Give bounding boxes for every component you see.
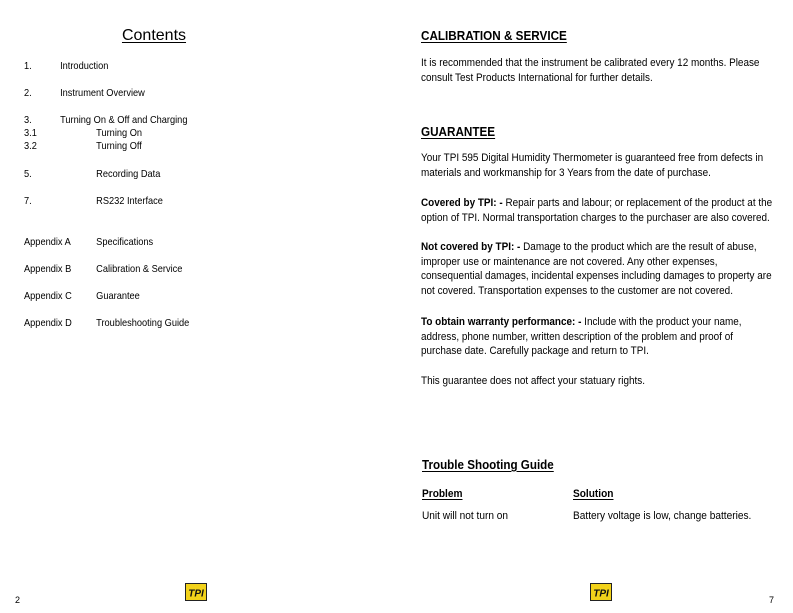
logo-text: TPI <box>593 588 609 600</box>
toc-label: Recording Data <box>96 168 161 180</box>
toc-label: RS232 Interface <box>96 195 163 207</box>
covered-label: Covered by TPI: - <box>421 197 503 209</box>
toc-number: 2. <box>24 87 32 99</box>
warranty-label: To obtain warranty performance: - <box>421 316 582 328</box>
calibration-text: It is recommended that the instrument be calibrated every 12 months. Please consult Test Products International for further details. <box>421 57 760 84</box>
toc-label: Specifications <box>96 236 154 248</box>
guarantee-heading: GUARANTEE <box>421 124 496 139</box>
toc-number: 3.2 <box>24 140 37 152</box>
toc-number: 3.1 <box>24 127 37 139</box>
covered-text: Repair parts and labour; or replacement of the product at the option of TPI. Normal transportation charges to the purchaser are also covered. <box>421 197 773 224</box>
toc-number: Appendix B <box>24 263 72 275</box>
right-page <box>396 0 793 613</box>
toc-label: Troubleshooting Guide <box>96 317 190 329</box>
logo-text: TPI <box>188 588 204 600</box>
toc-number: 1. <box>24 60 32 72</box>
left-page <box>0 0 396 613</box>
toc-label: Introduction <box>60 60 109 72</box>
toc-label: Turning On & Off and Charging <box>60 114 188 126</box>
toc-number: Appendix C <box>24 290 72 302</box>
toc-number: 3. <box>24 114 32 126</box>
not-covered-text: Damage to the product which are the result of abuse, improper use or maintenance are not covered. Any other expenses, consequential damages, incidental expenses including damages to property are not covered. Transportation expenses to the customer are not covered. <box>421 241 772 297</box>
problem-header: Problem <box>422 488 463 500</box>
toc-label: Turning Off <box>96 140 142 152</box>
toc-number: Appendix D <box>24 317 72 329</box>
statutory-note: This guarantee does not affect your statuary rights. <box>421 375 645 387</box>
toc-label: Instrument Overview <box>60 87 145 99</box>
contents-title: Contents <box>121 27 187 44</box>
toc-label: Turning On <box>96 127 143 139</box>
covered-paragraph <box>421 196 775 225</box>
calibration-heading: CALIBRATION & SERVICE <box>421 28 567 43</box>
toc-number: 7. <box>24 195 32 207</box>
toc-label: Calibration & Service <box>96 263 183 275</box>
not-covered-label: Not covered by TPI: - <box>421 241 521 253</box>
problem-cell: Unit will not turn on <box>422 510 509 522</box>
guarantee-intro: Your TPI 595 Digital Humidity Thermometer is guaranteed free from defects in materials and workmanship for 3 Years from the date of purchase. <box>421 152 764 179</box>
tpi-logo-icon <box>590 583 612 601</box>
warranty-text: Include with the product your name, address, phone number, written description of the problem and proof of purchase date. Carefully package and return to TPI. <box>421 316 742 357</box>
not-covered-paragraph <box>421 240 775 298</box>
page-number: 2 <box>15 595 21 605</box>
toc-number: Appendix A <box>24 236 71 248</box>
page-number: 7 <box>769 595 775 605</box>
tpi-logo-icon <box>185 583 207 601</box>
toc-label: Guarantee <box>96 290 140 302</box>
warranty-paragraph <box>421 315 775 359</box>
troubleshooting-title: Trouble Shooting Guide <box>422 458 554 472</box>
toc-number: 5. <box>24 168 32 180</box>
solution-cell: Battery voltage is low, change batteries. <box>573 510 752 522</box>
solution-header: Solution <box>573 488 614 500</box>
